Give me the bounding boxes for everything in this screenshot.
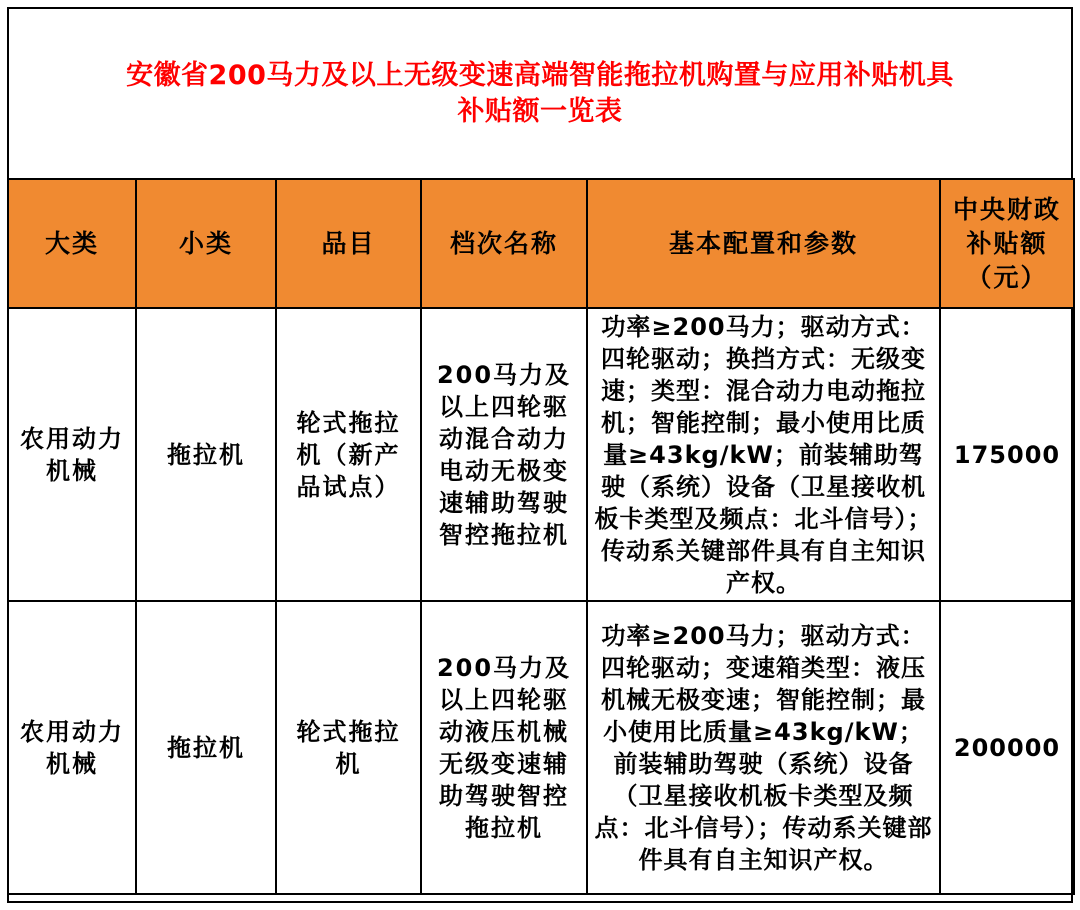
cell-grade-name: 200马力及以上四轮驱动液压机械无级变速辅助驾驶智控拖拉机 [421, 601, 587, 894]
cell-parameters: 功率≥200马力；驱动方式：四轮驱动；换挡方式：无级变速；类型：混合动力电动拖拉机；智能控制；最小使用比质量≥43kg/kW；前装辅助驾驶（系统）设备（卫星接收机板卡类型及频点：北斗信号）；传动系关键部件具有自主知识产权。 [587, 308, 940, 601]
cell-subsidy: 175000 [940, 308, 1074, 601]
title-line-1: 安徽省200马力及以上无级变速高端智能拖拉机购置与应用补贴机具 [126, 59, 954, 91]
table-row [8, 601, 1074, 894]
cell-item: 轮式拖拉机 [276, 601, 421, 894]
cell-subsidy: 200000 [940, 601, 1074, 894]
cell-category: 农用动力机械 [8, 308, 136, 601]
cell-grade-name: 200马力及以上四轮驱动混合动力电动无极变速辅助驾驶智控拖拉机 [421, 308, 587, 601]
table-header-row [8, 179, 1074, 308]
cell-parameters: 功率≥200马力；驱动方式：四轮驱动；变速箱类型：液压机械无极变速；智能控制；最小使用比质量≥43kg/kW；前装辅助驾驶（系统）设备（卫星接收机板卡类型及频点：北斗信号）；传动系关键部件具有自主知识产权。 [587, 601, 940, 894]
subsidy-table [7, 178, 1075, 895]
document-title [9, 9, 1071, 178]
header-item: 品目 [276, 179, 421, 308]
header-subcategory: 小类 [136, 179, 276, 308]
subsidy-sheet [7, 7, 1073, 903]
cell-item: 轮式拖拉机（新产品试点） [276, 308, 421, 601]
header-grade-name: 档次名称 [421, 179, 587, 308]
header-subsidy: 中央财政补贴额（元） [940, 179, 1074, 308]
header-category: 大类 [8, 179, 136, 308]
cell-subcategory: 拖拉机 [136, 601, 276, 894]
cell-category: 农用动力机械 [8, 601, 136, 894]
title-line-2: 补贴额一览表 [457, 95, 623, 127]
cell-subcategory: 拖拉机 [136, 308, 276, 601]
table-row [8, 308, 1074, 601]
header-parameters: 基本配置和参数 [587, 179, 940, 308]
